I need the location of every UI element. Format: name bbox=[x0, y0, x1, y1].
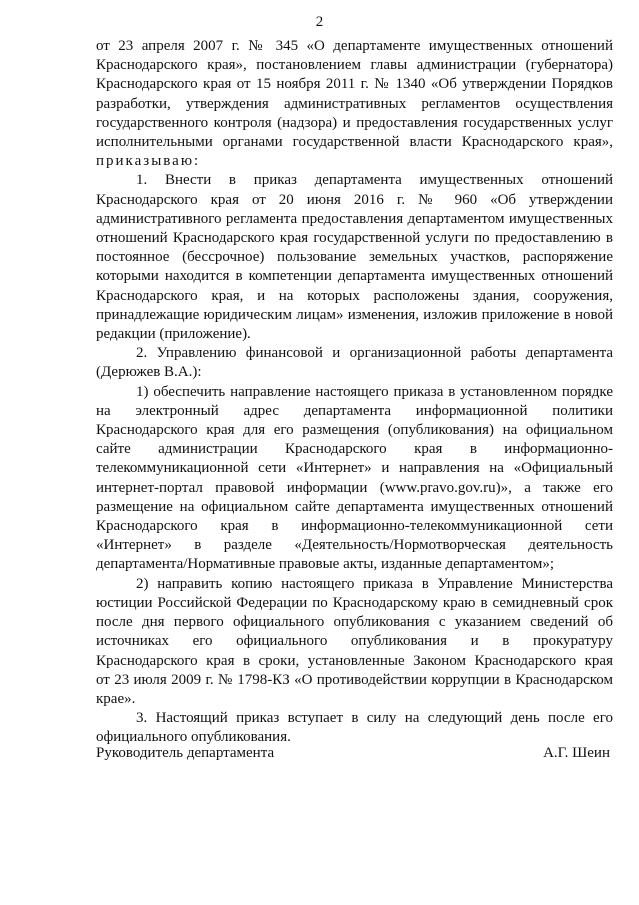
item2-1-line: сайте администрации Краснодарского края в информационно- bbox=[96, 441, 613, 458]
item2-2-line: 2) направить копию настоящего приказа в Управление Министерства bbox=[136, 575, 613, 592]
item2-1-line: «Интернет» в разделе «Деятельность/Нормотворческая деятельность bbox=[96, 537, 613, 554]
item1-line: постоянное (бессрочное) пользование земельных участков, распоряжение bbox=[96, 249, 613, 266]
item3-line: официального опубликования. bbox=[96, 729, 291, 746]
item3-line: 3. Настоящий приказ вступает в силу на следующий день после его bbox=[136, 710, 613, 727]
intro-line: исполнительными органами государственной власти Краснодарского края», bbox=[96, 134, 613, 151]
item1-line: Краснодарского края от 20 июня 2016 г. № 960 «Об утверждении bbox=[96, 191, 613, 208]
item2-1-line: департамента/Нормативные правовые акты, изданные департаментом»; bbox=[96, 556, 555, 573]
intro-line: государственного контроля (надзора) и предоставления государственных услуг bbox=[96, 114, 613, 131]
item2-line: (Дерюжев В.А.): bbox=[96, 364, 202, 381]
item2-1-line: интернет-портал правовой информации (www.pravo.gov.ru)», а также его bbox=[96, 479, 613, 496]
item2-2-line: источниках его официального опубликования и в прокуратуру bbox=[96, 633, 613, 650]
signatory-position: Руководитель департамента bbox=[96, 745, 275, 761]
item2-line: 2. Управлению финансовой и организационной работы департамента bbox=[136, 345, 613, 362]
item2-1-line: 1) обеспечить направление настоящего приказа в установленном порядке bbox=[136, 383, 613, 400]
document-body bbox=[96, 37, 613, 748]
item2-1-line: размещение на официальном сайте департамента имущественных отношений bbox=[96, 498, 613, 515]
signature-block bbox=[96, 745, 610, 762]
page-number: 2 bbox=[315, 14, 324, 30]
item1-line: Краснодарского края, и на которых расположены здания, сооружения, bbox=[96, 287, 613, 304]
item1-line: которыми находится в компетенции департамента имущественных отношений bbox=[96, 268, 613, 285]
item1-line: отношений Краснодарского края государственной услуги по предоставлению в bbox=[96, 230, 613, 247]
intro-line: Краснодарского края», постановлением главы администрации (губернатора) bbox=[96, 57, 613, 74]
item1-line: принадлежащие юридическим лицам» изменения, изложив приложение в новой bbox=[96, 306, 613, 323]
intro-line: Краснодарского края от 15 ноября 2011 г. № 1340 «Об утверждении Порядков bbox=[96, 76, 613, 93]
prikazyvayu: приказываю: bbox=[96, 153, 201, 170]
item2-2-line: Краснодарского края в сроки, установленные Законом Краснодарского края bbox=[96, 652, 613, 669]
item2-1-line: на электронный адрес департамента информационной политики bbox=[96, 402, 613, 419]
item2-2-line: крае». bbox=[96, 690, 136, 707]
item2-1-line: Краснодарского края в информационно-телекоммуникационной сети bbox=[96, 518, 613, 535]
item2-1-line: телекоммуникационной сети «Интернет» и направления на «Официальный bbox=[96, 460, 613, 477]
item2-2-line: юстиции Российской Федерации по Краснодарскому краю в семидневный срок bbox=[96, 594, 613, 611]
intro-line: разработки, утверждения административных регламентов осуществления bbox=[96, 95, 613, 112]
item2-2-line: после дня первого официального опубликования с указанием сведений об bbox=[96, 614, 613, 631]
signatory-name: А.Г. Шеин bbox=[543, 745, 610, 761]
intro-line: от 23 апреля 2007 г. № 345 «О департаменте имущественных отношений bbox=[96, 38, 613, 54]
item2-2-line: от 23 июля 2009 г. № 1798-КЗ «О противодействии коррупции в Краснодарском bbox=[96, 671, 613, 688]
item1-line: 1. Внести в приказ департамента имущественных отношений bbox=[136, 172, 613, 189]
item1-line: административного регламента предоставления департаментом имущественных bbox=[96, 210, 613, 227]
item2-1-line: Краснодарского края для его размещения (опубликования) на официальном bbox=[96, 422, 613, 439]
item1-line: редакции (приложение). bbox=[96, 326, 251, 343]
